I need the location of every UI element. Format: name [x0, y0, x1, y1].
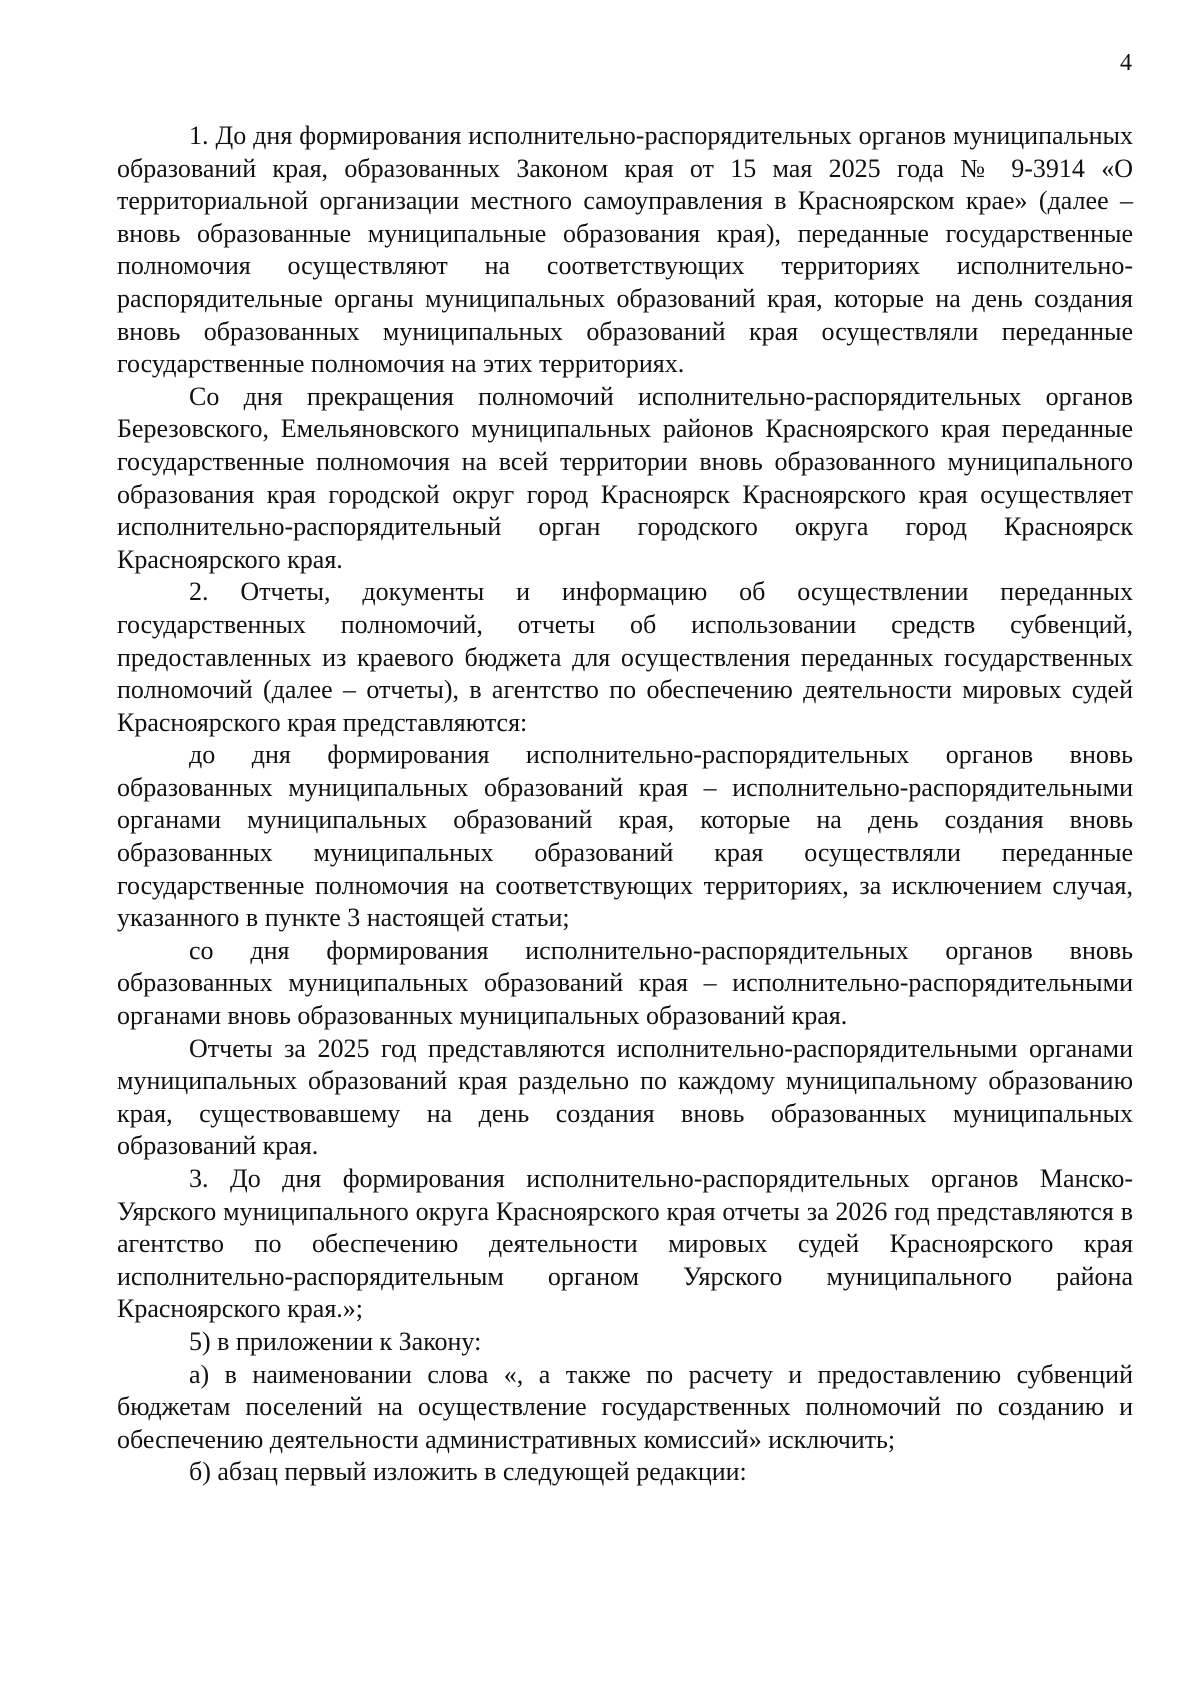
page-number: 4 [1120, 50, 1132, 76]
paragraph-item-5: 5) в приложении к Закону: [189, 1326, 482, 1356]
paragraph-before-formation: до дня формирования исполнительно-распорядительных органов вновь образованных муниципальных образований края – исполнительно-распорядительными органами муниципальных образований края, которые на день создания вновь образованных муниципальных образований края осуществляли переданные государственные полномочия на соответствующих территориях, за исключением случая, указанного в пункте 3 настоящей статьи; [117, 740, 1133, 933]
paragraph-clause-2: 2. Отчеты, документы и информацию об осуществлении переданных государственных полномочий, отчеты об использовании средств субвенций, предоставленных из краевого бюджета для осуществления переданных государственных полномочий (далее – отчеты), в агентство по обеспечению деятельности мировых судей Красноярского края представляются: [117, 577, 1133, 737]
document-body [117, 120, 1133, 1489]
paragraph-clause-1: 1. До дня формирования исполнительно-распорядительных органов муниципальных образований края, образованных Законом края от 15 мая 2025 года № 9-3914 «О территориальной организации местного самоуправления в Красноярском крае» (далее – вновь образованные муниципальные образования края), переданные государственные полномочия осуществляют на соответствующих территориях исполнительно-распорядительные органы муниципальных образований края, которые на день создания вновь образованных муниципальных образований края осуществляли переданные государственные полномочия на этих территориях. [117, 121, 1133, 379]
paragraph-clause-3: 3. До дня формирования исполнительно-распорядительных органов Манско-Уярского муниципального округа Красноярского края отчеты за 2026 год представляются в агентство по обеспечению деятельности мировых судей Красноярского края исполнительно-распорядительным органом Уярского муниципального района Красноярского края.»; [117, 1164, 1133, 1324]
paragraph-item-b: б) абзац первый изложить в следующей редакции: [189, 1457, 747, 1487]
paragraph-item-a: а) в наименовании слова «, а также по расчету и предоставлению субвенций бюджетам поселений на осуществление государственных полномочий по созданию и обеспечению деятельности административных комиссий» исключить; [117, 1359, 1133, 1454]
paragraph-termination: Со дня прекращения полномочий исполнительно-распорядительных органов Березовского, Емельяновского муниципальных районов Красноярского края переданные государственные полномочия на всей территории вновь образованного муниципального образования края городской округ город Красноярск Красноярского края осуществляет исполнительно-распорядительный орган городского округа город Красноярск Красноярского края. [117, 381, 1133, 574]
paragraph-after-formation: со дня формирования исполнительно-распорядительных органов вновь образованных муниципальных образований края – исполнительно-распорядительными органами вновь образованных муниципальных образований края. [117, 935, 1133, 1031]
paragraph-reports-2025: Отчеты за 2025 год представляются исполнительно-распорядительными органами муниципальных образований края раздельно по каждому муниципальному образованию края, существовавшему на день создания вновь образованных муниципальных образований края. [117, 1033, 1133, 1161]
